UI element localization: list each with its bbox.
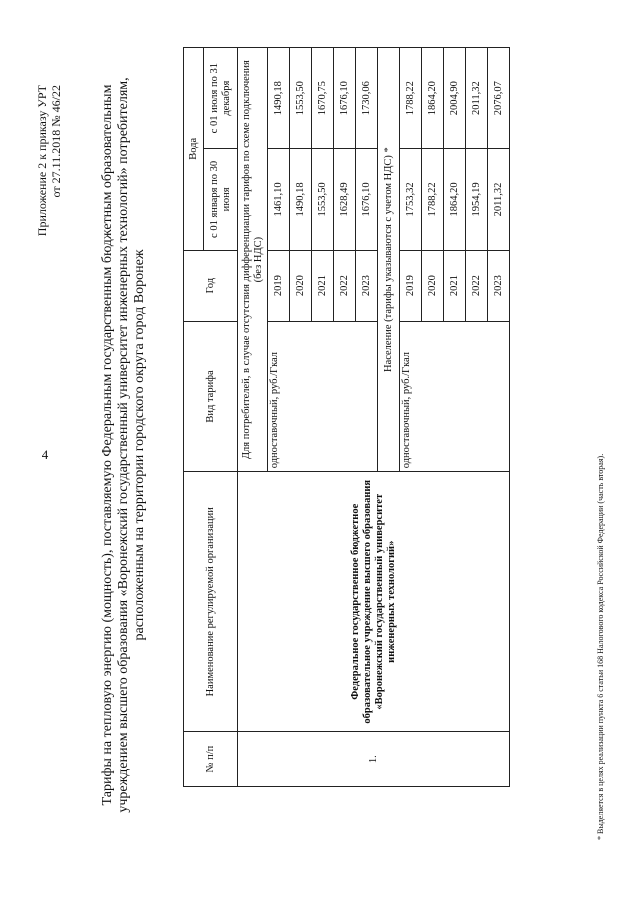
- table-cell-h1: 1753,32: [400, 149, 422, 250]
- table-cell-h1: 1676,10: [356, 149, 378, 250]
- table-cell-h2: 1676,10: [334, 48, 356, 149]
- table-cell-h1: 1954,19: [466, 149, 488, 250]
- table-cell-year: 2021: [312, 250, 334, 321]
- table-cell-h1: 1864,20: [444, 149, 466, 250]
- appendix-line-2: от 27.11.2018 № 46/22: [49, 85, 63, 198]
- table-cell-h2: 2076,07: [488, 48, 510, 149]
- appendix-line-1: Приложение 2 к приказу УРТ: [35, 85, 49, 237]
- header-water: Вода: [184, 48, 204, 251]
- row-number: 1.: [238, 732, 510, 787]
- header-period-2: с 01 июля по 31 декабря: [204, 48, 238, 149]
- table-cell-h1: 1628,49: [334, 149, 356, 250]
- table-cell-year: 2019: [400, 250, 422, 321]
- footnote: * Выделяется в целях реализации пункта 6 статьи 168 Налогового кодекса Российской Федерации (часть вторая).: [596, 453, 605, 840]
- table-cell-h2: 1670,75: [312, 48, 334, 149]
- table-cell-year: 2022: [334, 250, 356, 321]
- organization-name: Федеральное государственное бюджетное образовательное учреждение высшего образования «Воронежский государственный университет инженерных технологий»: [238, 472, 510, 732]
- table-cell-h1: 1490,18: [290, 149, 312, 250]
- table-cell-h2: 1864,20: [422, 48, 444, 149]
- table-cell-h2: 1730,06: [356, 48, 378, 149]
- header-organization: Наименование регулируемой организации: [184, 472, 238, 732]
- table-cell-h1: 1788,22: [422, 149, 444, 250]
- table-cell-h1: 2011,32: [488, 149, 510, 250]
- header-year: Год: [184, 250, 238, 321]
- table-cell-h1: 1553,50: [312, 149, 334, 250]
- page-number: 4: [41, 447, 49, 462]
- section-1-tariff-type: одноставочный, руб./Гкал: [268, 321, 378, 472]
- table-cell-h1: 1461,10: [268, 149, 290, 250]
- title-line-3: расположенным на территории городского округа город Воронеж: [132, 249, 147, 641]
- appendix-note: [35, 85, 63, 236]
- table-cell-year: 2020: [290, 250, 312, 321]
- title-line-2: учреждением высшего образования «Воронежский государственный университет инженерных технологий» потребителям,: [116, 77, 131, 813]
- table-cell-year: 2021: [444, 250, 466, 321]
- header-tariff-type: Вид тарифа: [184, 321, 238, 472]
- title-line-1: Тарифы на тепловую энергию (мощность), поставляемую Федеральным государственным бюджетным образовательным: [100, 84, 115, 806]
- section-2-tariff-type: одноставочный, руб./Гкал: [400, 321, 510, 472]
- header-num: № п/п: [184, 732, 238, 787]
- tariff-table: [183, 47, 510, 787]
- table-cell-h2: 2011,32: [466, 48, 488, 149]
- header-period-1: с 01 января по 30 июня: [204, 149, 238, 250]
- table-cell-year: 2023: [488, 250, 510, 321]
- table-cell-year: 2022: [466, 250, 488, 321]
- table-cell-year: 2020: [422, 250, 444, 321]
- section-2-title: Население (тарифы указываются с учетом НДС) *: [378, 48, 400, 472]
- table-cell-h2: 1490,18: [268, 48, 290, 149]
- document-title: [100, 65, 148, 825]
- table-cell-year: 2023: [356, 250, 378, 321]
- table-cell-h2: 2004,90: [444, 48, 466, 149]
- table-cell-year: 2019: [268, 250, 290, 321]
- table-cell-h2: 1788,22: [400, 48, 422, 149]
- table-cell-h2: 1553,50: [290, 48, 312, 149]
- section-1-title: Для потребителей, в случае отсутствия дифференциации тарифов по схеме подключения (без НДС): [238, 48, 268, 472]
